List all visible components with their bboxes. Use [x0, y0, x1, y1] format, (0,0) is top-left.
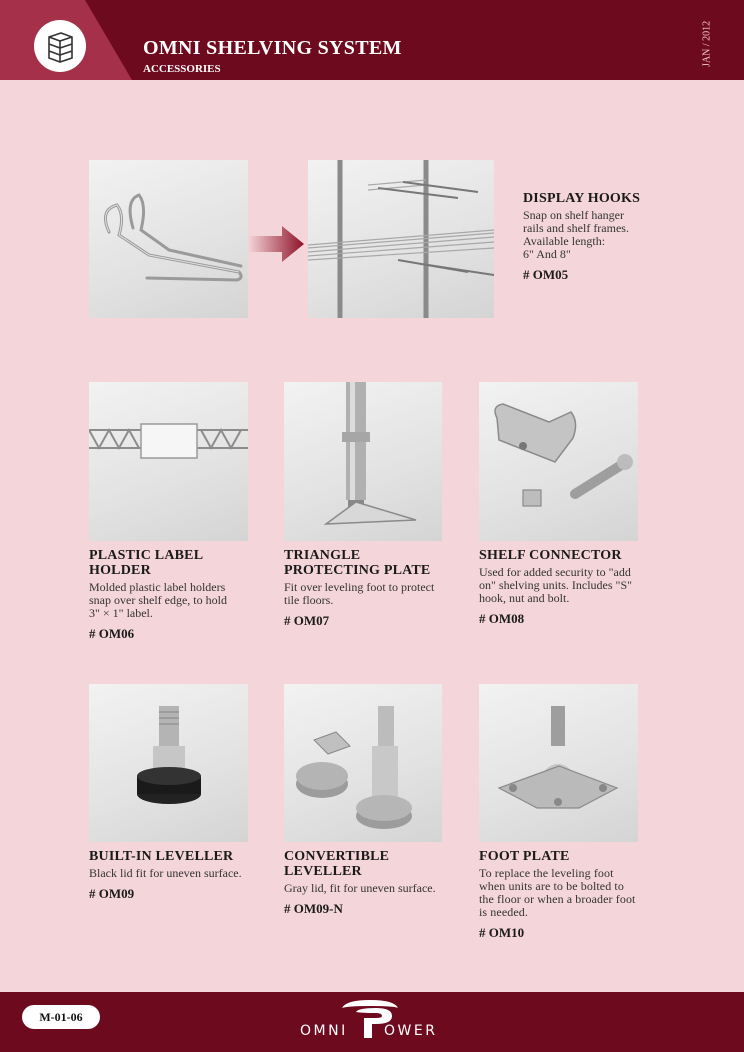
- product-code: # OM06: [89, 626, 135, 641]
- product-title: PLASTIC LABEL HOLDER: [89, 548, 204, 578]
- issue-date: JAN / 2012: [701, 20, 713, 68]
- product-code: # OM05: [523, 267, 569, 282]
- product-title: CONVERTIBLE LEVELLER: [284, 849, 390, 879]
- product-description: To replace the leveling foot when units are to be bolted to the floor or when a broader foot is needed.: [479, 866, 636, 919]
- product-title: DISPLAY HOOKS: [523, 191, 641, 206]
- display-hook-photo: [89, 160, 248, 318]
- product-title: SHELF CONNECTOR: [479, 548, 622, 563]
- product-description: Gray lid, fit for uneven surface.: [284, 881, 436, 895]
- product-display-hooks: [523, 191, 723, 283]
- product-code: # OM08: [479, 611, 525, 626]
- brand-logo: [298, 998, 448, 1044]
- page-number-badge: M-01-06: [22, 1005, 100, 1029]
- page-title: OMNI SHELVING SYSTEM: [143, 37, 402, 59]
- product-title: BUILT-IN LEVELLER: [89, 849, 234, 864]
- product-description: Used for added security to "add on" shelving units. Includes "S" hook, nut and bolt.: [479, 565, 633, 605]
- product-convertible-leveller: [284, 849, 454, 917]
- product-title: TRIANGLE PROTECTING PLATE: [284, 548, 431, 578]
- foot-plate-photo: [479, 684, 638, 842]
- product-code: # OM09-N: [284, 901, 343, 916]
- product-description: Molded plastic label holders snap over shelf edge, to hold 3" × 1" label.: [89, 580, 227, 620]
- product-built-in-leveller: [89, 849, 259, 902]
- brand-name-left: OMNI: [300, 1023, 348, 1039]
- display-hook-installed-photo: [308, 160, 494, 318]
- product-title: FOOT PLATE: [479, 849, 570, 864]
- built-in-leveller-photo: [89, 684, 248, 842]
- product-foot-plate: [479, 849, 644, 941]
- product-description: Snap on shelf hanger rails and shelf frames. Available length: 6" And 8": [523, 208, 629, 261]
- logo-badge: [34, 20, 86, 72]
- product-code: # OM07: [284, 613, 330, 628]
- product-description: Fit over leveling foot to protect tile floors.: [284, 580, 435, 607]
- page-subtitle: ACCESSORIES: [143, 63, 221, 75]
- product-shelf-connector: [479, 548, 654, 627]
- product-triangle-plate: [284, 548, 459, 629]
- product-label-holder: [89, 548, 259, 642]
- shelf-connector-photo: [479, 382, 638, 541]
- convertible-leveller-photo: [284, 684, 442, 842]
- triangle-plate-photo: [284, 382, 442, 541]
- right-arrow-icon: [248, 226, 304, 267]
- brand-name-right: OWER: [384, 1023, 438, 1039]
- product-description: Black lid fit for uneven surface.: [89, 866, 242, 880]
- shelving-unit-icon: [43, 29, 77, 63]
- label-holder-photo: [89, 382, 248, 541]
- product-code: # OM09: [89, 886, 135, 901]
- product-code: # OM10: [479, 925, 525, 940]
